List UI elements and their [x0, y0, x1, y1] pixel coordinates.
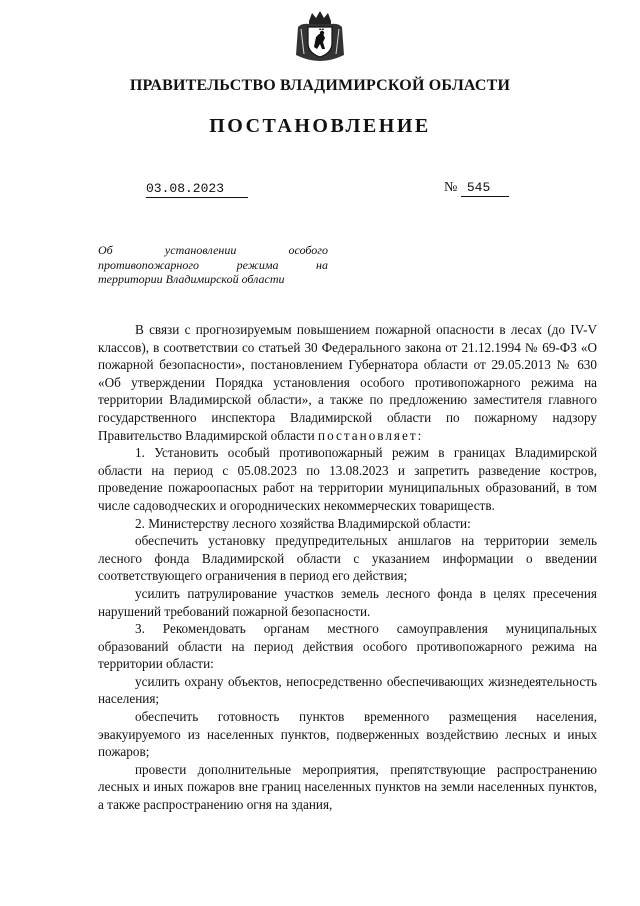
document-subject [98, 243, 328, 287]
preamble-text: В связи с прогнозируемым повышением пожарной опасности в лесах (до IV-V классов), в соответствии со статьей 30 Федерального закона от 21.12.1994 № 69-ФЗ «О пожарной безопасности», постановлением Губернатора области от 29.05.2013 № 630 «Об утверждении Порядка установления особого противопожарного режима на территории Владимирской области», а также по предложению заместителя главного государственного инспектора Владимирской области по пожарному надзору Правительство Владимирской области [98, 322, 597, 443]
body-paragraph: обеспечить установку предупредительных аншлагов на территории земель лесного фонда Владимирской области с указанием информации о введении соответствующего ограничения в период его действия; [98, 533, 597, 584]
coat-of-arms-emblem [292, 7, 348, 63]
document-number [444, 180, 509, 197]
document-body [98, 321, 597, 814]
resolution-word: постановляет: [318, 427, 424, 443]
number-sign: № [444, 180, 458, 195]
body-paragraph: обеспечить готовность пунктов временного размещения населения, эвакуируемого из населенных пунктов, подверженных воздействию лесных и иных пожаров; [98, 709, 597, 760]
body-paragraph: 3. Рекомендовать органам местного самоуправления муниципальных образований области на период действия особого противопожарного режима на территории области: [98, 621, 597, 672]
body-paragraph: усилить охрану объектов, непосредственно обеспечивающих жизнедеятельность населения; [98, 673, 597, 707]
organization-title: ПРАВИТЕЛЬСТВО ВЛАДИМИРСКОЙ ОБЛАСТИ [129, 77, 511, 94]
subject-line: противопожарного режима на [98, 257, 328, 272]
body-paragraph: 1. Установить особый противопожарный режим в границах Владимирской области на период с 05.08.2023 по 13.08.2023 и запретить разведение костров, проведение пожароопасных работ на территории муниципальных образований, в том числе садоводческих и огороднических некоммерческих товариществ. [98, 445, 597, 513]
number-value: 545 [461, 180, 509, 197]
body-paragraph: провести дополнительные мероприятия, препятствующие распространению лесных и иных пожаров вне границ населенных пунктов на земли населенных пунктов, а также распространению огня на здания, [98, 761, 597, 813]
body-paragraph: 2. Министерству лесного хозяйства Владимирской области: [135, 515, 471, 531]
body-paragraph: усилить патрулирование участков земель лесного фонда в целях пресечения нарушений требований пожарной безопасности. [98, 585, 597, 619]
subject-line: Об установлении особого [98, 243, 328, 257]
document-type-title: ПОСТАНОВЛЕНИЕ [209, 115, 431, 137]
body-paragraph [98, 321, 597, 444]
subject-line: территории Владимирской области [98, 272, 285, 286]
document-date: 03.08.2023 [146, 181, 248, 198]
